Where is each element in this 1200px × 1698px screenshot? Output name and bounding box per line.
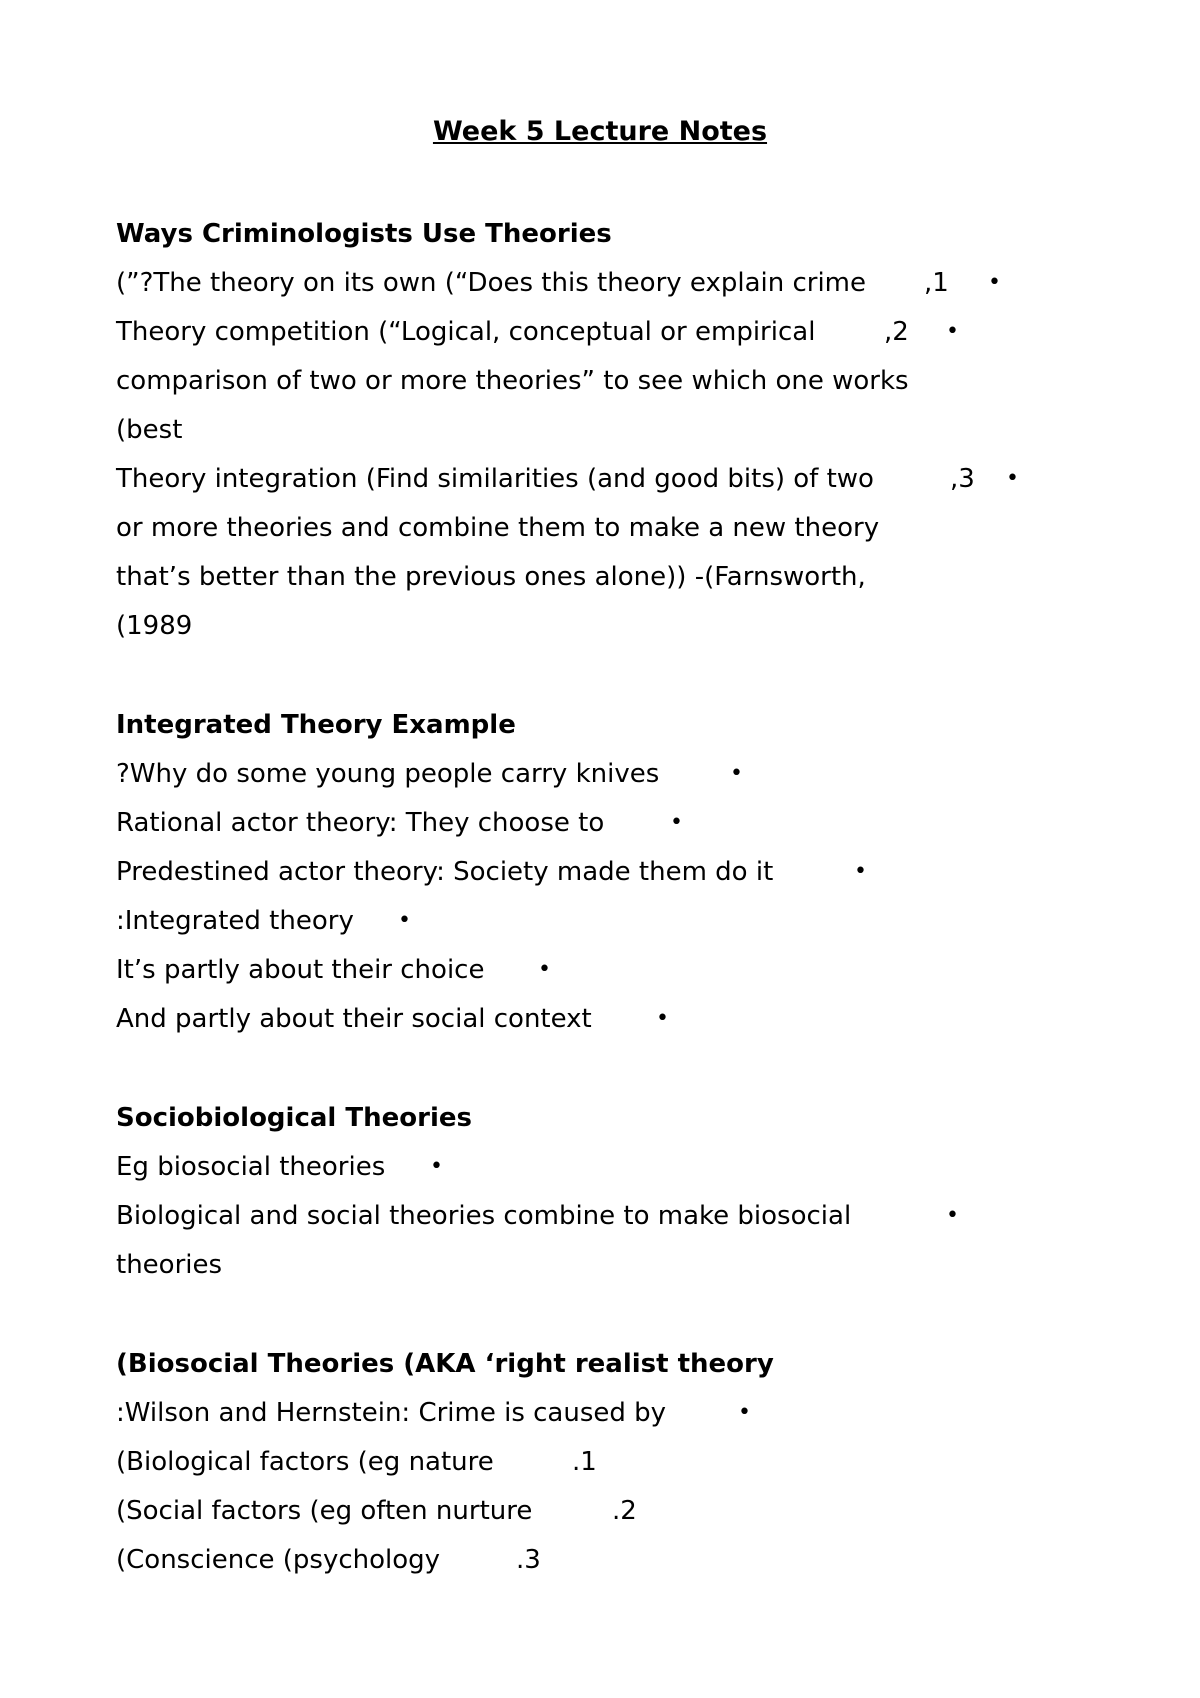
- list-item-text: And partly about their social context: [116, 1004, 592, 1034]
- list-item-text: comparison of two or more theories” to see which one works: [116, 366, 909, 396]
- list-item-text: (”?The theory on its own (“Does this theory explain crime: [116, 268, 867, 298]
- list-item-text: (Biological factors (eg nature: [116, 1447, 494, 1477]
- bullet-icon: •: [670, 810, 683, 835]
- section-heading-sociobiological: Sociobiological Theories: [116, 1103, 472, 1133]
- list-item-text: It’s partly about their choice: [116, 955, 485, 985]
- section-heading-biosocial: (Biosocial Theories (AKA ‘right realist theory: [116, 1349, 774, 1379]
- bullet-icon: •: [1006, 466, 1019, 491]
- bullet-icon: •: [730, 761, 743, 786]
- list-item-number: ,2: [884, 317, 909, 347]
- section-heading-integrated-theory: Integrated Theory Example: [116, 710, 516, 740]
- list-item-text: (1989: [116, 611, 193, 641]
- bullet-icon: •: [946, 1203, 959, 1228]
- list-item-text: theories: [116, 1250, 223, 1280]
- bullet-icon: •: [988, 270, 1001, 295]
- list-item-number: .2: [612, 1496, 637, 1526]
- list-item-number: .1: [572, 1447, 597, 1477]
- list-item-text: :Wilson and Hernstein: Crime is caused by: [116, 1398, 667, 1428]
- list-item-text: :Integrated theory: [116, 906, 354, 936]
- list-item-text: that’s better than the previous ones alone)) -(Farnsworth,: [116, 562, 866, 592]
- bullet-icon: •: [430, 1154, 443, 1179]
- list-item-text: Predestined actor theory: Society made them do it: [116, 857, 774, 887]
- list-item-text: (Conscience (psychology: [116, 1545, 441, 1575]
- document-title: Week 5 Lecture Notes: [432, 116, 768, 147]
- list-item-text: Biological and social theories combine to make biosocial: [116, 1201, 852, 1231]
- list-item-text: (Social factors (eg often nurture: [116, 1496, 533, 1526]
- list-item-number: ,3: [950, 464, 975, 494]
- list-item-text: (best: [116, 415, 183, 445]
- list-item-text: ?Why do some young people carry knives: [116, 759, 660, 789]
- list-item-text: Eg biosocial theories: [116, 1152, 386, 1182]
- list-item-number: .3: [516, 1545, 541, 1575]
- list-item-text: Rational actor theory: They choose to: [116, 808, 605, 838]
- bullet-icon: •: [854, 859, 867, 884]
- list-item-text: or more theories and combine them to make a new theory: [116, 513, 880, 543]
- bullet-icon: •: [398, 908, 411, 933]
- bullet-icon: •: [538, 957, 551, 982]
- list-item-number: ,1: [924, 268, 949, 298]
- section-heading-ways-criminologists: Ways Criminologists Use Theories: [116, 219, 612, 249]
- list-item-text: Theory competition (“Logical, conceptual or empirical: [116, 317, 816, 347]
- bullet-icon: •: [738, 1400, 751, 1425]
- list-item-text: Theory integration (Find similarities (and good bits) of two: [116, 464, 874, 494]
- bullet-icon: •: [946, 319, 959, 344]
- bullet-icon: •: [656, 1006, 669, 1031]
